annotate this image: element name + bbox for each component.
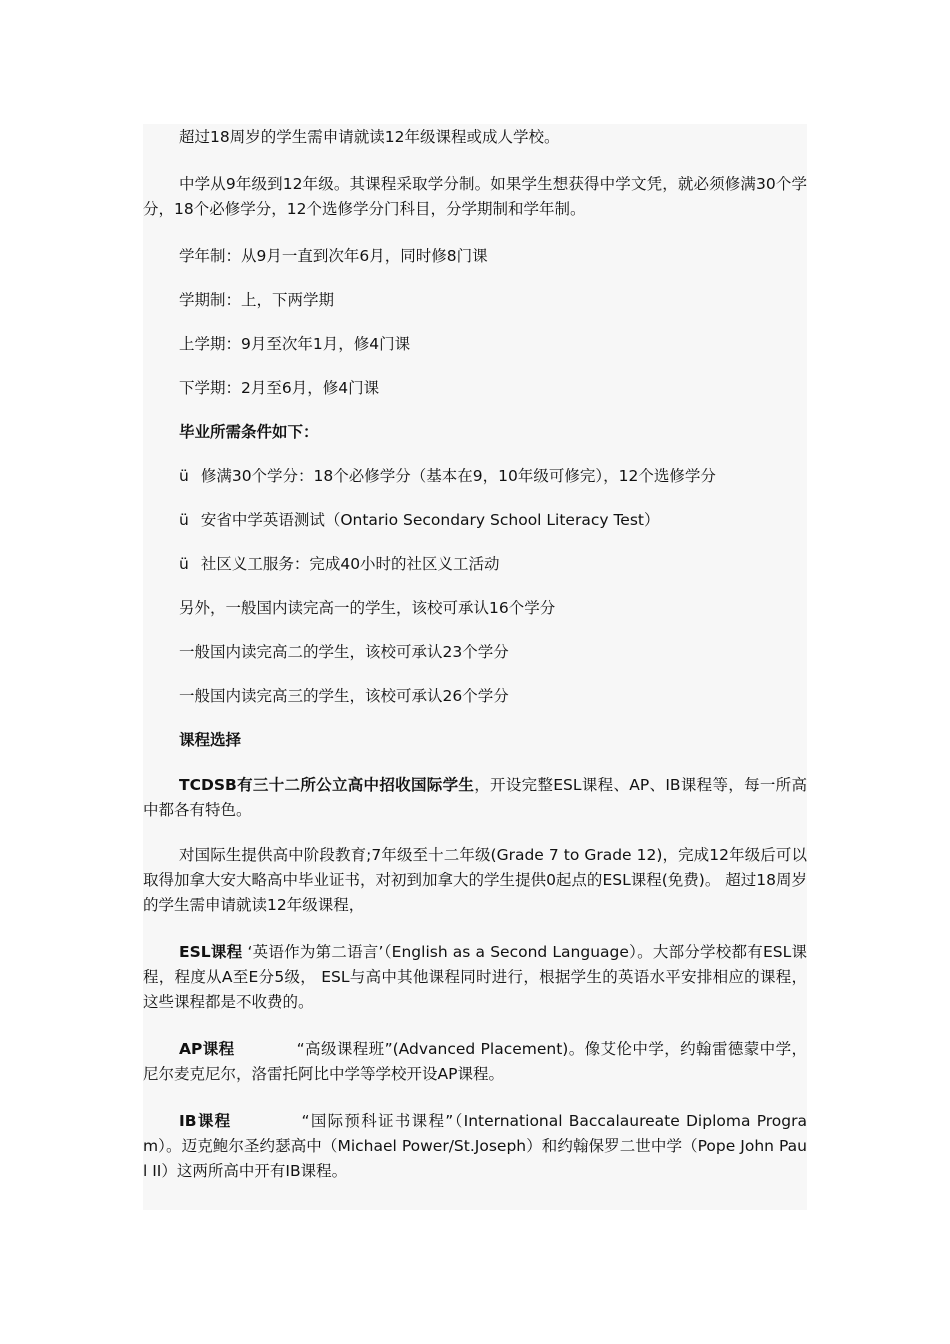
tcdsb-paragraph: [143, 773, 807, 823]
semester-system-paragraph: 学期制：上，下两学期: [179, 291, 335, 309]
graduation-requirements-heading: 毕业所需条件如下：: [179, 423, 319, 441]
check-mark-icon: ü: [179, 467, 189, 485]
ap-course-text: “高级课程班”(Advanced Placement)。像艾伦中学，约翰雷德蒙中学，尼尔麦克尼尔，洛雷托阿比中学等学校开设AP课程。: [143, 1040, 808, 1083]
requirement-community-service: [143, 552, 807, 577]
first-semester-paragraph: 上学期：9月至次年1月，修4门课: [179, 335, 411, 353]
requirement-literacy-test-text: 安省中学英语测试（Ontario Secondary School Literacy Test）: [200, 511, 660, 529]
requirement-literacy-test: [143, 508, 807, 533]
ap-course-label: AP课程: [179, 1040, 235, 1058]
full-year-system-paragraph: 学年制：从9月一直到次年6月，同时修8门课: [179, 247, 488, 265]
esl-course-label: ESL课程: [179, 943, 243, 961]
credit-recognition-grade12: 一般国内读完高三的学生，该校可承认26个学分: [179, 687, 509, 705]
credit-recognition-grade10: 另外，一般国内读完高一的学生，该校可承认16个学分: [179, 599, 556, 617]
requirement-credits-text: 修满30个学分：18个必修学分（基本在9，10年级可修完），12个选修学分: [200, 467, 716, 485]
requirement-community-service-text: 社区义工服务：完成40小时的社区义工活动: [200, 555, 500, 573]
document-body: [143, 124, 807, 1184]
second-semester-paragraph: 下学期：2月至6月，修4门课: [179, 379, 380, 397]
ib-course-label: IB课程: [179, 1112, 232, 1130]
ib-course-text: “国际预科证书课程”（International Baccalaureate Diploma Program）。迈克鲍尔圣约瑟高中（Michael Power/St.Joseph）和约翰保罗二世中学（Pope John Paul II）这两所高中开有IB课程。: [143, 1112, 807, 1180]
ap-course-paragraph: [143, 1037, 807, 1087]
esl-course-text: ‘英语作为第二语言’（English as a Second Language）。大部分学校都有ESL课程，程度从A至E分5级， ESL与高中其他课程同时进行，根据学生的英语水平安排相应的课程，这些课程都是不收费的。: [143, 943, 807, 1011]
tcdsb-rest-text: ，开设完整ESL课程、AP、IB课程等，每一所高中都各有特色。: [143, 776, 807, 819]
credit-system-paragraph: 中学从9年级到12年级。其课程采取学分制。如果学生想获得中学文凭，就必须修满30个学分，18个必修学分，12个选修学分门科目，分学期制和学年制。: [143, 175, 807, 218]
course-selection-heading: 课程选择: [179, 731, 242, 749]
tcdsb-bold-text: TCDSB有三十二所公立高中招收国际学生: [179, 776, 475, 794]
esl-course-paragraph: [143, 940, 807, 1015]
check-mark-icon: ü: [179, 555, 189, 573]
age-requirement-paragraph: 超过18周岁的学生需申请就读12年级课程或成人学校。: [179, 128, 560, 146]
check-mark-icon: ü: [179, 511, 189, 529]
ib-course-paragraph: [143, 1109, 807, 1184]
credit-recognition-grade11: 一般国内读完高二的学生，该校可承认23个学分: [179, 643, 509, 661]
international-education-paragraph: 对国际生提供高中阶段教育;7年级至十二年级(Grade 7 to Grade 12)，完成12年级后可以取得加拿大安大略高中毕业证书，对初到加拿大的学生提供0起点的ESL课程(免费)。 超过18周岁的学生需申请就读12年级课程，: [143, 846, 807, 914]
requirement-credits: [143, 464, 807, 489]
